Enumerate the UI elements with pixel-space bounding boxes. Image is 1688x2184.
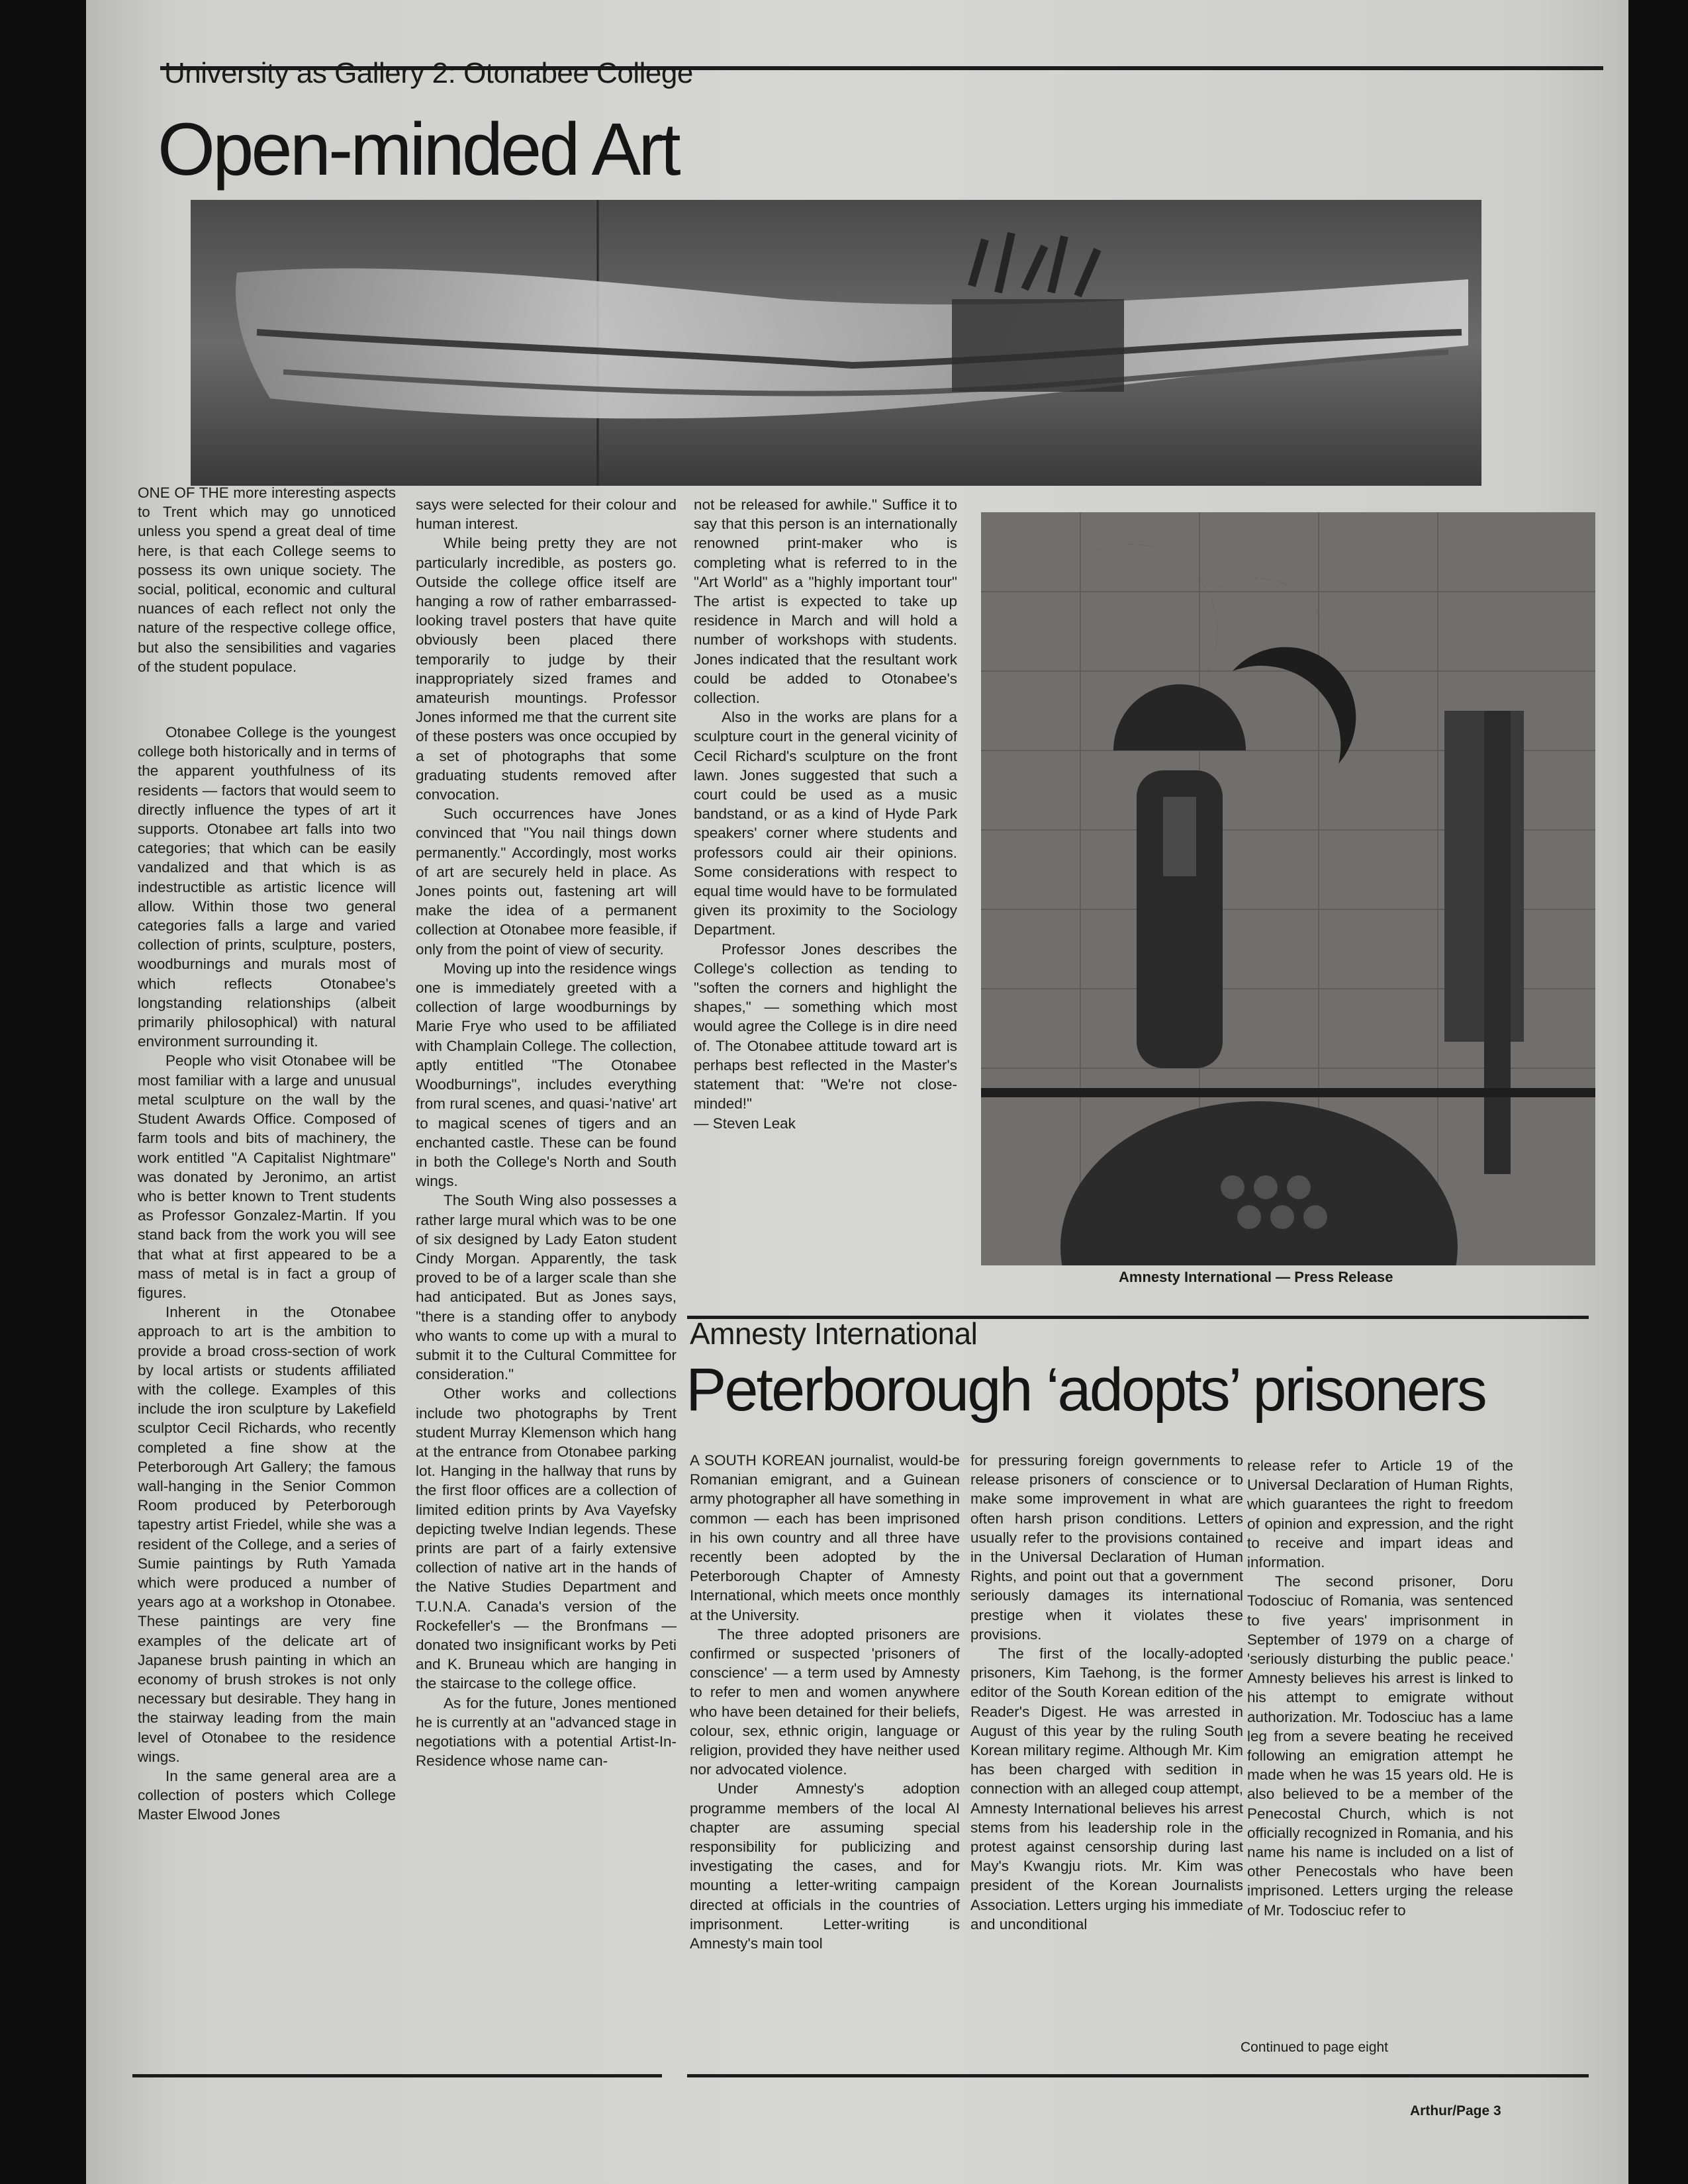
bottom-rule-left (132, 2074, 662, 2077)
amnesty-column-2 (970, 1451, 1243, 2053)
paragraph: for pressuring foreign governments to release prisoners of conscience or to make some improvement in what are often harsh prison conditions. Letters usually refer to the provisions contained in the Universal Declaration of Human Rights, and point out that a government seriously damages its international prestige when it violates these provisions. (970, 1452, 1243, 1643)
paragraph: Moving up into the residence wings one is immediately greeted with a collection of large woodburnings by Marie Frye who used to be affiliated with Champlain College. The collection, aptly entitled "The Otonabee Woodburnings", includes everything from rural scenes, and quasi-'native' art to magical scenes of tigers and an enchanted castle. These can be found in both the College's North and South wings. (416, 960, 677, 1190)
paragraph: The second prisoner, Doru Todosciuc of Romania, was sentenced to five years' imprisonment in September of 1979 on a charge of 'seriously disturbing the public peace.' Amnesty believes his arrest is linked to his attempt to emigrate without authorization. Mr. Todosciuc has a lame leg from a severe beating he received following an emigration attempt he made when he was 15 years old. He is also believed to be a member of the Penecostal Church, which is not officially recognized in Romania, and his name his name is included on a list of other Penecostals who have been imprisoned. Letters urging the release of Mr. Todosciuc refer to (1247, 1573, 1513, 1919)
sculpture-photo (981, 512, 1595, 1265)
bottom-rule-right (687, 2074, 1589, 2077)
art-article-column-1 (138, 483, 396, 2071)
paragraph: Also in the works are plans for a sculpture court in the general vicinity of Cecil Richard's sculpture on the front lawn. Jones suggested that such a court could be used as a music bandstand, or as a kind of Hyde Park speakers' corner where students and professors could air their opinions. Some considerations with respect to equal time would have to be formulated given its proximity to the Sociology Department. (694, 709, 957, 938)
paragraph: Otonabee College is the youngest college both historically and in terms of the apparent youthfulness of its residents — factors that would seem to directly influence the types of art it supports. Otonabee art falls into two categories; that which can be easily vandalized and that which is as indestructible as artistic licence will allow. Within those two general categories falls a large and varied collection of prints, sculpture, posters, woodburnings and murals most of which reflects Otonabee's longstanding relationships (albeit primarily philosophical) with natural environment surrounding it. (138, 724, 396, 1050)
amnesty-headline: Peterborough ‘adopts’ prisoners (686, 1356, 1485, 1424)
paragraph: Under Amnesty's adoption programme members of the local AI chapter are assuming special responsibility for publicizing and investigating the cases, and for mounting a letter-writing campaign directed at officials in the countries of imprisonment. Letter-writing is Amnesty's main tool (690, 1780, 960, 1952)
continued-note: Continued to page eight (1241, 2040, 1389, 2055)
amnesty-column-1 (690, 1451, 960, 2053)
paragraph: Inherent in the Otonabee approach to art is the ambition to provide a broad cross-section of work by local artists or students affiliated with the college. Examples of this include the iron sculpture by Lakefield sculptor Cecil Richards, who recently completed a fine show at the Peterborough Art Gallery; the famous wall-hanging in the Senior Common Room produced by Peterborough tapestry artist Friedel, while she was a resident of the College, and a series of Sumie paintings by Ruth Yamada which were produced a number of years ago at a workshop in Otonabee. These paintings are very fine examples of the delicate art of Japanese brush painting in which an economy of brush strokes is not only necessary but desirable. They hang in the stairway leading from the main level of Otonabee to the residence wings. (138, 1304, 396, 1765)
paragraph: ONE OF THE more interesting aspects to Trent which may go unnoticed unless you spend a great deal of time here, is that each College seems to possess its own unique society. The social, political, economic and cultural nuances of each reflect not only the nature of the respective college office, but also the sensibilities and vagaries of the student populace. (138, 484, 396, 675)
art-article-column-2 (416, 495, 677, 2070)
newspaper-page (86, 0, 1628, 2184)
headline: Open-minded Art (158, 108, 679, 191)
page-folio: Arthur/Page 3 (1410, 2103, 1501, 2118)
paragraph: Other works and collections include two photographs by Trent student Murray Klemenson which hang at the entrance from Otonabee parking lot. Hanging in the hallway that runs by the first floor offices are a collection of limited edition prints by Ava Vayefsky depicting twelve Indian legends. These prints are part of a fairly extensive collection of native art in the hands of the Native Studies Department and T.U.N.A. Canada's version of the Rockefeller's — the Bronfmans — donated two insignificant works by Peti and K. Bruneau which are hanging in the staircase to the college office. (416, 1385, 677, 1692)
paragraph: The first of the locally-adopted prisoners, Kim Taehong, is the former editor of the South Korean edition of the Reader's Digest. He was arrested in August of this year by the ruling South Korean military regime. Although Mr. Kim has been charged with sedition in connection with an alleged coup attempt, Amnesty International believes his arrest stems from his leadership role in the protest against censorship during last May's Kwangju riots. Mr. Kim was president of the Korean Journalists Association. Letters urging his immediate and unconditional (970, 1645, 1243, 1933)
amnesty-kicker: Amnesty International (690, 1316, 978, 1351)
section-kicker: University as Gallery 2: Otonabee College (164, 57, 693, 89)
paragraph: As for the future, Jones mentioned he is currently at an "advanced stage in negotiations with a potential Artist-In-Residence whose name can- (416, 1694, 677, 1770)
paragraph: Such occurrences have Jones convinced that "You nail things down permanently." Accordingly, most works of art are securely held in place. As Jones points out, fastening art will make the idea of a permanent collection at Otonabee more feasible, if only from the point of view of security. (416, 805, 677, 958)
amnesty-column-3 (1247, 1456, 1513, 2012)
byline: — Steven Leak (694, 1115, 796, 1132)
paragraph: People who visit Otonabee will be most familiar with a large and unusual metal sculpture on the wall by the Student Awards Office. Composed of farm tools and bits of machinery, the work entitled "A Capitalist Nightmare" was donated by Jeronimo, an artist who is better known to Trent students as Professor Gonzalez-Martin. If you stand back from the work you will see that what at first appeared to be a mass of metal is in fact a group of figures. (138, 1052, 396, 1301)
photo-caption: Amnesty International — Press Release (1119, 1269, 1393, 1285)
wall-hanging-photo (191, 200, 1481, 486)
paragraph: Professor Jones describes the College's collection as tending to "soften the corners and highlight the shapes," — something which most would agree the College is in dire need of. The Otonabee attitude toward art is perhaps best reflected in the Master's statement that: "We're not close-minded!" (694, 940, 957, 1113)
paragraph: The three adopted prisoners are confirmed or suspected 'prisoners of conscience' — a term used by Amnesty to refer to men and women anywhere who have been detained for their beliefs, colour, sex, ethnic origin, language or religion, provided they have neither used nor advocated violence. (690, 1625, 960, 1778)
paragraph: In the same general area are a collection of posters which College Master Elwood Jones (138, 1768, 396, 1823)
paragraph: While being pretty they are not particularly incredible, as posters go. Outside the college office itself are hanging a row of rather embarrassed-looking travel posters that have quite obviously been placed there temporarily to judge by their inappropriately sized frames and amateurish mountings. Professor Jones informed me that the current site of these posters was once occupied by a set of photographs that some graduating students removed after convocation. (416, 535, 677, 803)
paragraph: says were selected for their colour and human interest. (416, 496, 677, 533)
paragraph: not be released for awhile." Suffice it to say that this person is an internationally renowned print-maker who is completing what is referred to in the "Art World" as a "highly important tour" The artist is expected to take up residence in March and will hold a number of workshops with students. Jones indicated that the resultant work could be added to Otonabee's collection. (694, 496, 957, 707)
paragraph: release refer to Article 19 of the Universal Declaration of Human Rights, which guarantees the right to freedom of opinion and expression, and the right to receive and impart ideas and information. (1247, 1457, 1513, 1571)
paragraph: A SOUTH KOREAN journalist, would-be Romanian emigrant, and a Guinean army photographer all have something in common — each has been imprisoned in his own country and all three have recently been adopted by the Peterborough Chapter of Amnesty International, which meets once monthly at the University. (690, 1452, 960, 1623)
paragraph: The South Wing also possesses a rather large mural which was to be one of six designed by Lady Eaton student Cindy Morgan. Apparently, the task proved to be of a larger scale than she had anticipated. But as Jones says, "there is a standing offer to anybody who wants to come up with a mural to submit it to the Cultural Committee for consideration." (416, 1192, 677, 1383)
art-article-column-3 (694, 495, 957, 1276)
